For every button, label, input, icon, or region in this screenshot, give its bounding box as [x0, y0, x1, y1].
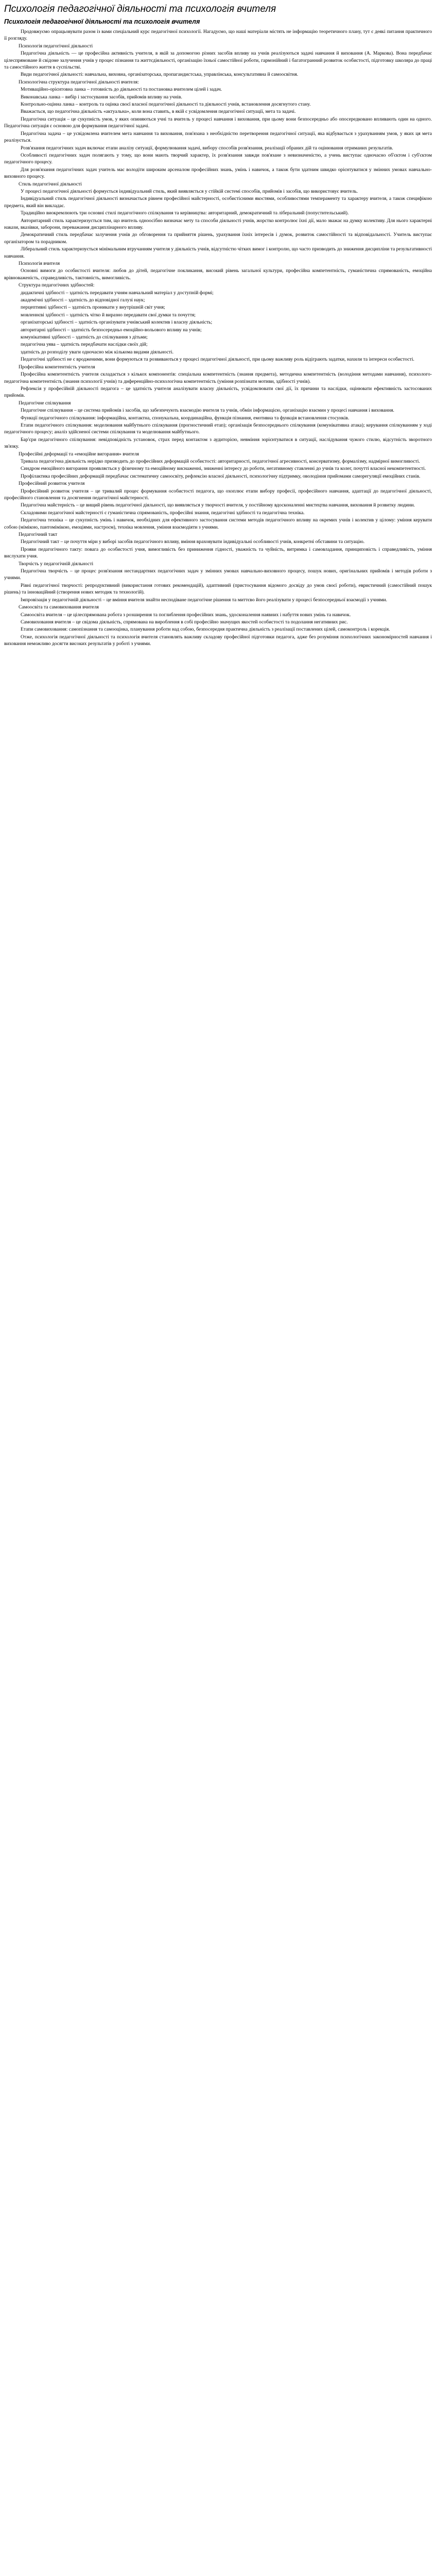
paragraph: Індивідуальний стиль педагогічної діяльності визначається рівнем професійної майстерності, особистісними якостями, особливостями темпераменту та характеру вчителя, а також специфікою предмета, який він викладає. [4, 196, 432, 209]
paragraph: Професійна компетентність учителя складається з кількох компонентів: спеціальна компетентність (знання предмета), методична компетентність (володіння методами навчання), психолого-педагогічна компетентність (знання психології учнів) та диференційно-психологічна компетентність (уміння розпізнати мотиви, здібності учнів). [4, 371, 432, 384]
paragraph: Розв'язання педагогічних задач включає етапи аналізу ситуації, формулювання задачі, вибору способів розв'язання, реалізації обраних дій та оцінювання отриманих результатів. [21, 145, 393, 151]
paragraph: Педагогічна творчість – це процес розв'язання нестандартних педагогічних задач у змінних умовах навчально-виховного процесу, пошук нових, оригінальних прийомів і методів роботи з учнями. [4, 568, 432, 581]
paragraph: Рівні педагогічної творчості: репродуктивний (використання готових рекомендацій), адаптивний (пристосування відомого досвіду до умов своєї роботи), евристичний (самостійний пошук рішень) та інноваційний (створення нових методик та технологій). [4, 582, 432, 596]
paragraph: Демократичний стиль передбачає залучення учнів до обговорення та прийняття рішень, урахування їхніх інтересів і думок, розвиток самостійності та відповідальності. Учитель виступає організатором та порадником. [4, 232, 432, 245]
paragraph: Прояви педагогічного такту: повага до особистості учня, вимогливість без приниження гідності, уважність та чуйність, витримка і самовладання, принциповість і справедливість, уміння вислухати учня. [4, 546, 432, 560]
paragraph: Самоосвіта вчителя – це цілеспрямована робота з розширення та поглиблення професійних знань, удосконалення наявних і набуття нових умінь та навичок. [21, 612, 351, 618]
paragraph: Мотиваційно-орієнтовна ланка – готовність до діяльності та постановка вчителем цілей і задач. [21, 87, 222, 93]
section-heading: Професійна компетентність учителя [19, 364, 95, 370]
paragraph: Педагогічне спілкування – це система прийомів і засобів, що забезпечують взаємодію вчителя та учнів, обмін інформацією, організацію взаємин у процесі навчання і виховання. [21, 408, 394, 414]
paragraph: Етапи педагогічного спілкування: моделювання майбутнього спілкування (прогностичний етап); організація безпосереднього спілкування (комунікативна атака); керування спілкуванням у ході педагогічного процесу; аналіз здійсненої системи спілкування та моделювання майбутнього. [4, 422, 432, 435]
section-heading: Педагогічне спілкування [19, 400, 71, 406]
paragraph: Отже, психологія педагогічної діяльності та психологія вчителя становлять важливу складову професійної підготовки педагога, адже без розуміння психологічних закономірностей навчання і виховання неможливо досягти високих результатів у роботі з учнями. [4, 634, 432, 647]
paragraph: Імпровізація у педагогічній діяльності – це вміння вчителя знайти несподіване педагогічне рішення та миттєво його реалізувати у процесі безпосередньої взаємодії з учнями. [21, 597, 388, 603]
paragraph: Бар'єри педагогічного спілкування: невідповідність установок, страх перед контактом з аудиторією, невміння зорієнтуватися в ситуації, наслідування чужого стилю, відсутність зворотного зв'язку. [4, 436, 432, 450]
paragraph: Авторитарний стиль характеризується тим, що вчитель одноосібно визначає мету та способи діяльності учнів, жорстко контролює їхні дії, мало зважає на думку колективу. Для нього характерні накази, вказівки, заборони, переважання дисциплінарного впливу. [4, 217, 432, 230]
paragraph: Основні вимоги до особистості вчителя: любов до дітей, педагогічне покликання, високий рівень загальної культури, професійна компетентність, гуманістична спрямованість, емоційна врівноваженість, справедливість, тактовність, вимогливість. [4, 268, 432, 281]
article-body [4, 28, 432, 648]
paragraph: Педагогічна ситуація – це сукупність умов, у яких опиняються учні та вчитель у процесі навчання і виховання, при цьому вони безпосередньо або опосередковано впливають один на одного. Педагогічна ситуація є основою для формування педагогічної задачі. [4, 116, 432, 129]
paragraph: Педагогічний такт – це почуття міри у виборі засобів педагогічного впливу, вміння враховувати індивідуальні особливості учнів, конкретні обставини та ситуацію. [21, 539, 365, 545]
paragraph: Тривала педагогічна діяльність нерідко призводить до професійних деформацій особистості: авторитарності, педагогічної агресивності, консерватизму, формалізму, надмірної вимогливості. [21, 458, 420, 464]
paragraph: Етапи самовиховання: самопізнання та самооцінка, планування роботи над собою, безпосередня практична діяльність з реалізації поставлених цілей, самоконтроль і корекція. [21, 626, 390, 633]
paragraph: Продовжуємо опрацьовувати разом із вами спеціальний курс педагогічної психології. Нагадуємо, що наші матеріали містять не інформацію теоретичного плану, тут є деякі питання практичного її розгляду. [4, 29, 432, 42]
section-heading: Творчість у педагогічній діяльності [19, 561, 94, 567]
paragraph: Ліберальний стиль характеризується мінімальним втручанням учителя у діяльність учнів, відсутністю чітких вимог і контролю, що часто призводить до зниження дисципліни та результативності навчання. [4, 246, 432, 259]
paragraph: Педагогічна майстерність – це вищий рівень педагогічної діяльності, що виявляється у творчості вчителя, у постійному вдосконаленні мистецтва навчання, виховання й розвитку людини. [21, 502, 415, 509]
section-heading: Стиль педагогічної діяльності [19, 181, 82, 187]
section-heading: Психологічна структура педагогічної діяльності вчителя: [19, 79, 139, 85]
paragraph: Самовиховання вчителя – це свідома діяльність, спрямована на вироблення в собі професійно значущих якостей особистості та подолання негативних рис. [21, 619, 348, 625]
list-item: мовленнєві здібності – здатність чітко й виразно передавати свої думки та почуття; [21, 312, 196, 318]
paragraph: Види педагогічної діяльності: навчальна, виховна, організаторська, пропагандистська, управлінська, консультативна й самоосвітня. [21, 72, 299, 78]
list-item: комунікативні здібності – здатність до спілкування з дітьми; [21, 334, 148, 341]
section-heading: Психологія вчителя [19, 261, 60, 266]
list-item: перцептивні здібності – здатність проникати у внутрішній світ учня; [21, 304, 165, 311]
paragraph: Педагогічна техніка – це сукупність умінь і навичок, необхідних для ефективного застосування системи методів педагогічного впливу на окремих учнів і колектив у цілому: уміння керувати собою (мімікою, пантомімікою, емоціями, настроєм), техніка мовлення, уміння взаємодіяти з учнями. [4, 517, 432, 530]
paragraph: Педагогічні здібності не є вродженими, вони формуються та розвиваються у процесі педагогічної діяльності, при цьому важливу роль відіграють задатки, нахили та інтереси особистості. [21, 357, 414, 363]
paragraph: Педагогічна діяльність — це професійна активність учителя, в якій за допомогою різних засобів впливу на учнів реалізуються задачі навчання й виховання (А. Маркова). Вона передбачає цілеспрямоване й свідоме залучення учнів у процес пізнання та життєдіяльності, організацію їхньої самостійної роботи, гармонійний і багатогранний розвиток особистості, підготовку школяра до праці та самостійного життя в суспільстві. [4, 50, 432, 71]
section-heading: Професійний розвиток учителя [19, 481, 85, 487]
paragraph: Вважається, що педагогічна діяльність «актуальна», коли вона ставить, в якій є усвідомлення педагогічної ситуації, мета та задачі. [21, 109, 296, 115]
section-heading: Структура педагогічних здібностей: [19, 282, 95, 289]
list-item: дидактичні здібності – здатність передавати учням навчальний матеріал у доступній формі; [21, 290, 214, 296]
paragraph: Контрольно-оцінна ланка – контроль та оцінка своєї власної педагогічної діяльності та діяльності учнів, встановлення досягнутого стану. [21, 101, 311, 108]
paragraph: Особливості педагогічних задач полягають у тому, що вони мають творчий характер, їх розв'язання завжди пов'язане з невизначеністю, а учень виступає одночасно об'єктом і суб'єктом педагогічного процесу. [4, 152, 432, 165]
list-item: організаторські здібності – здатність організувати учнівський колектив і власну діяльність; [21, 319, 213, 326]
paragraph: Синдром емоційного вигорання проявляється у фізичному та емоційному виснаженні, зниженні інтересу до роботи, негативному ставленні до учнів та колег, почутті власної некомпетентності. [21, 466, 426, 472]
list-item: педагогічна уява – здатність передбачати наслідки своїх дій; [21, 342, 148, 348]
section-heading: Педагогічний такт [19, 532, 58, 538]
paragraph: У процесі педагогічної діяльності формується індивідуальний стиль, який виявляється у стійкій системі способів, прийомів і засобів, що використовує вчитель. [21, 188, 358, 194]
list-item: авторитарні здібності – здатність безпосередньо емоційно-вольового впливу на учнів; [21, 327, 202, 333]
paragraph: Складовими педагогічної майстерності є гуманістична спрямованість, професійні знання, педагогічні здібності та педагогічна техніка. [21, 510, 305, 516]
paragraph: Для розв'язання педагогічних задач учитель має володіти широким арсеналом професійних знань, умінь і навичок, а також бути здатним швидко орієнтуватися у змінних умовах навчально-виховного процесу. [4, 166, 432, 180]
page-title: Психологія педагогічної діяльності та психологія вчителя [4, 4, 276, 14]
section-heading: Психологія педагогічної діяльності [19, 43, 93, 49]
list-item: академічні здібності – здатність до відповідної галузі наук; [21, 297, 145, 303]
section-heading: Самоосвіта та самовиховання вчителя [19, 604, 99, 611]
paragraph: Профілактика професійних деформацій передбачає систематичну самоосвіту, рефлексію власної діяльності, психологічну підтримку, оволодіння прийомами саморегуляції емоційних станів. [21, 473, 421, 479]
page-subtitle: Психологія педагогічної діяльності та психологія вчителя [4, 18, 200, 25]
section-heading: Професійні деформації та «емоційне вигорання» вчителя [19, 451, 139, 457]
paragraph: Рефлексія у професійній діяльності педагога – це здатність учителя аналізувати власну діяльність, усвідомлювати свої дії, їх причини та наслідки, оцінювати ефективність застосованих прийомів. [4, 385, 432, 399]
paragraph: Традиційно виокремлюють три основні стилі педагогічного спілкування та керівництва: авторитарний, демократичний та ліберальний (попустительський). [21, 210, 349, 216]
paragraph: Виконавська ланка – вибір і застосування засобів, прийомів впливу на учнів. [21, 94, 182, 100]
list-item: здатність до розподілу уваги одночасно між кількома видами діяльності. [21, 349, 173, 355]
paragraph: Педагогічна задача – це усвідомлена вчителем мета навчання та виховання, пов'язана з необхідністю перетворення педагогічної ситуації, яка відбувається з урахуванням умов, у яких ця мета реалізується. [4, 130, 432, 144]
paragraph: Функції педагогічного спілкування: інформаційна, контактна, спонукальна, координаційна, функція пізнання, емотивна та функція встановлення стосунків. [21, 415, 350, 421]
paragraph: Професійний розвиток учителя – це тривалий процес формування особистості педагога, що охоплює етапи вибору професії, професійного навчання, адаптації до педагогічної діяльності, професійного становлення та досягнення педагогічної майстерності. [4, 488, 432, 501]
